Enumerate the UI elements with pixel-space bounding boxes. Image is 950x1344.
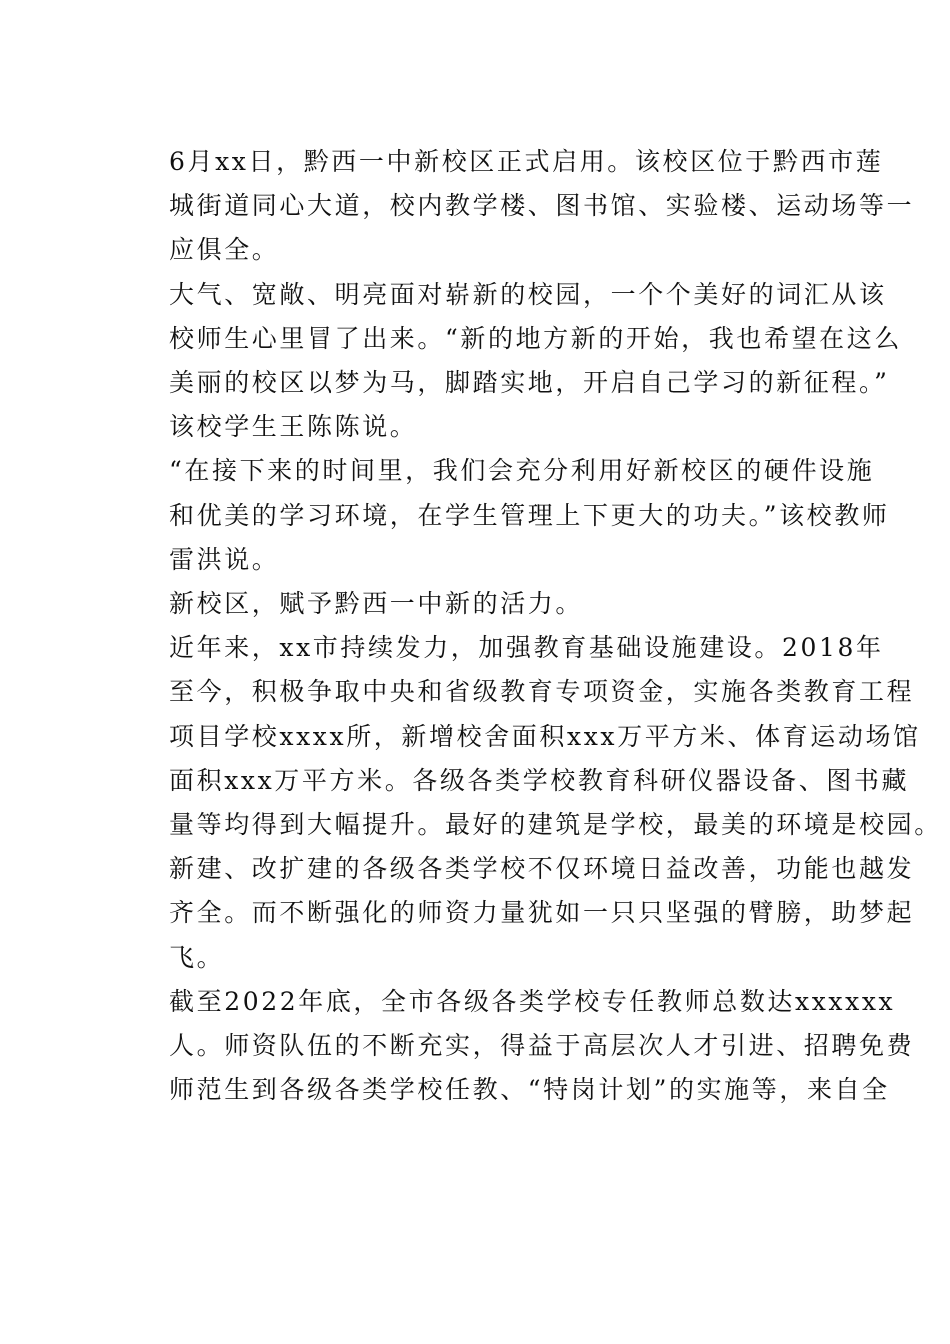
text-line: 该校学生王陈陈说。 [169,412,418,442]
paragraph-4 [119,582,839,626]
document-body [119,140,942,1112]
text-line: 量等均得到大幅提升。最好的建筑是学校，最美的环境是校园。 [169,810,942,840]
text-line: 项目学校xxxx所，新增校舍面积xxx万平方米、体育运动场馆 [169,721,921,751]
text-line: 美丽的校区以梦为马，脚踏实地，开启自己学习的新征程。” [169,368,890,398]
paragraph-2 [119,273,902,450]
text-line: 新校区，赋予黔西一中新的活力。 [169,589,584,619]
paragraph-3 [119,449,890,582]
paragraph-6 [119,980,915,1113]
text-line: 近年来，xx市持续发力，加强教育基础设施建设。2018年 [169,633,884,663]
text-line: 应俱全。 [169,235,280,265]
paragraph-5 [119,626,942,980]
text-line: 师范生到各级各类学校任教、“特岗计划”的实施等，来自全 [169,1075,890,1105]
text-line: 飞。 [169,942,225,972]
text-line: 新建、改扩建的各级各类学校不仅环境日益改善，功能也越发 [169,854,915,884]
paragraph-1 [119,140,915,273]
text-line: 齐全。而不断强化的师资力量犹如一只只坚强的臂膀，助梦起 [169,898,915,928]
text-line: 至今，积极争取中央和省级教育专项资金，实施各类教育工程 [169,677,915,707]
text-line: 人。师资队伍的不断充实，得益于高层次人才引进、招聘免费 [169,1031,915,1061]
text-line: 城街道同心大道，校内教学楼、图书馆、实验楼、运动场等一 [169,191,915,221]
text-line: 6月xx日，黔西一中新校区正式启用。该校区位于黔西市莲 [169,147,884,176]
text-line: 校师生心里冒了出来。“新的地方新的开始，我也希望在这么 [169,323,902,353]
text-line: 雷洪说。 [169,544,280,574]
text-line: 和优美的学习环境，在学生管理上下更大的功夫。”该校教师 [169,500,890,530]
text-line: 面积xxx万平方米。各级各类学校教育科研仪器设备、图书藏 [169,765,910,795]
text-line: “在接下来的时间里，我们会充分利用好新校区的硬件设施 [169,456,875,486]
text-line: 大气、宽敞、明亮面对崭新的校园，一个个美好的词汇从该 [169,279,887,309]
text-line: 截至2022年底，全市各级各类学校专任教师总数达xxxxxx [169,986,896,1016]
